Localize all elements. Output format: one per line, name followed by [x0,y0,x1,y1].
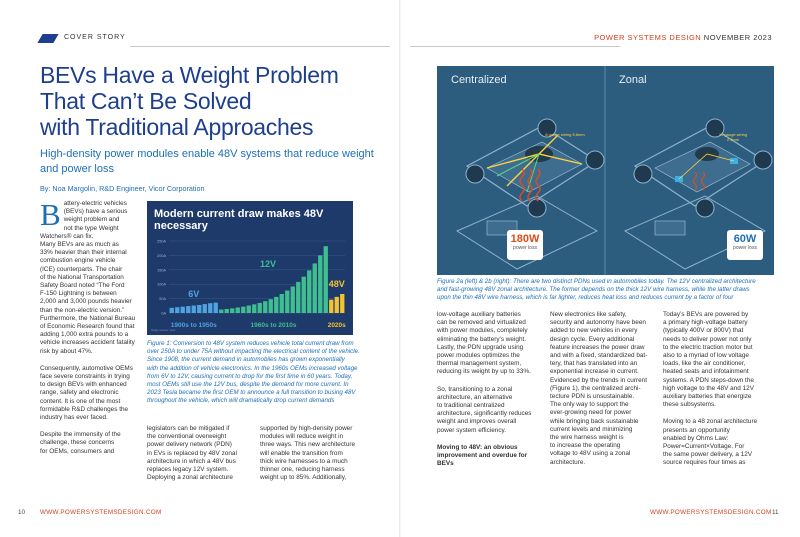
power-loss-label: power loss [513,245,537,251]
text-line: Evidenced by the trends in current [550,376,647,384]
text-line: thermal management system, [437,360,522,368]
title-line: BEVs Have a Weight Problem [40,62,339,88]
text-line: reducing its weight by up to 33%. [437,368,531,376]
y-tick-label: 50A [159,297,166,302]
header-rule-right [410,46,620,47]
running-head [594,33,772,42]
text-line: So, transitioning to a zonal [437,385,513,393]
magazine-name: POWER SYSTEMS DESIGN [594,33,702,42]
zonal-power-loss-badge [727,230,763,260]
text-line: of Economic Research found that [40,323,135,331]
centralized-power-loss-badge [507,230,543,260]
article-deck: High-density power modules enable 48V systems that reduce weight and power loss [40,148,374,175]
chart-bar [318,255,322,313]
chart-bar [296,282,300,313]
paragraph [437,386,542,435]
text-line: than the non-electric version.” [40,306,125,314]
text-line: thick wire harnesses to a much [260,457,348,465]
y-tick-label: 0A [161,311,166,316]
text-line: these subsystems. [663,401,716,409]
text-line: added to new vehicles in every [550,327,638,335]
text-line: source requires four times as [663,459,746,467]
power-loss-value: 60W [733,233,757,245]
text-line: architecture, an alternative [437,393,513,401]
body-column-2 [147,425,252,482]
caption-line: Figure 1: Conversion to 48V system reduces vehicle total current draw from [147,340,354,347]
voltage-annotation: 6V [188,289,200,299]
text-line: Many BEVs are as much as [40,241,119,249]
text-line: systems. A PDN steps-down the [663,376,754,384]
text-line: weight and improves overall [437,418,517,426]
text-line: will enable the transition from [260,449,343,457]
voltage-annotation: 48V [328,279,345,289]
body-column-6 [663,311,773,468]
paragraph [663,418,773,467]
text-line: weight problem and [63,216,120,224]
text-line: security and autonomy have been [550,319,646,327]
chart-bar [197,305,201,313]
text-line: 33% heavier than their internal [40,249,127,257]
text-line: to the electric traction motor but [663,343,753,351]
text-line: the same power delivery, a 12V [663,451,753,459]
chart-title: Modern current draw makes 48V necessary [154,208,324,232]
text-line: supported by high-density power [260,425,353,432]
text-line: weight up to 85%. Additionally, [260,474,347,482]
text-line: exponential increase in current. [550,368,639,376]
text-line: content. It is one of the most [40,397,121,405]
text-line: of the National Transportation [40,273,124,281]
chart-bar [181,307,185,313]
chart-bar [175,307,179,313]
chart-bar [307,270,311,313]
text-line: the conventional overweight [147,433,227,441]
period-label: 1960s to 2010s [250,322,297,329]
issue-date: NOVEMBER 2023 [703,33,772,42]
section-heading [437,444,542,469]
text-line: (typically 400V or 800V) that [663,327,744,335]
text-line: (BEVs) have a serious [63,208,128,216]
text-line: Despite the immensity of the [40,431,121,439]
chart-bar [274,297,278,313]
caption-line: most OEMs still use the 12V bus, despite the demand for more current. In [147,381,349,389]
chart-bar [335,297,339,313]
text-line: not the type Weight [63,224,119,232]
text-line: needs to deliver power not only [663,335,752,343]
text-line: voltage to 48V using a zonal [550,450,631,458]
paragraph [663,311,773,409]
voltage-annotation: 12V [259,259,277,269]
chart-bar [291,287,295,313]
text-line: range, safety and electronic [40,389,119,397]
caption-line: and fast-growing 48V zonal architecture. The former depends on the thick 12V wire harness, while the latter draws [437,286,750,294]
paragraph [437,311,542,377]
title-line: That Can’t Be Solved [40,88,252,114]
chart-bar [214,303,218,313]
chart-bar [302,277,306,313]
page-gutter [399,0,401,537]
current-draw-chart [147,201,353,335]
text-line: to design BEVs with enhanced [40,381,127,389]
zonal-wire-gauge: 10 gauge wiring 2.5mm [718,132,748,142]
text-line: BEVs [437,460,454,468]
text-line: The only way to support the [550,401,629,409]
text-line: architecture. [550,458,586,466]
caption-line: Since 1908, the current demand in automobiles has grown exponentially [147,356,345,364]
body-column-4 [437,311,542,468]
text-line: Watchers® can fix. [40,232,94,240]
section-tab-marker [37,34,58,43]
text-line: power system efficiency. [437,426,507,434]
centralized-label: Centralized [451,74,507,86]
caption-line: over 250A to under 75A without impacting the electrical content of the vehicle. [147,348,360,356]
centralized-wire-gauge: 8 gauge wiring 5.8mm [545,132,585,137]
y-tick-label: 100A [157,282,166,287]
text-line: low-voltage auxiliary batteries [437,311,521,318]
paragraph [40,365,140,422]
page-number-left: 10 [18,509,26,516]
text-line: for OEMs, consumers and [40,447,115,455]
website-link-left[interactable]: WWW.POWERSYSTEMSDESIGN.COM [40,509,162,516]
text-line: high voltage to the 48V and 12V [663,384,754,392]
byline: By: Noa Margolin, R&D Engineer, Vicor Corporation [40,184,205,193]
text-line: risk by about 47%. [40,347,93,355]
text-line: the wire harness weight is [550,434,624,442]
chart-bar [219,310,223,313]
text-line: ever-growing need for power [550,409,632,417]
text-line: while bringing back sustainable [550,417,639,425]
website-link-right[interactable]: WWW.POWERSYSTEMSDESIGN.COM [650,509,772,516]
figure2-caption [437,278,777,303]
caption-line: with the addition of vehicle electronics. In the 1960s OEMs increased voltage [147,364,358,372]
text-line: to increase the operating [550,442,621,450]
text-line: F-150 Lightning is between [40,290,117,298]
text-line: current levels and minimizing [550,425,633,433]
text-line: Consequently, automotive OEMs [40,364,133,372]
body-column-3 [260,425,370,482]
text-line: Safety Board noted “The Ford [40,282,125,290]
text-line: New electronics like safety, [550,311,627,318]
caption-line: 2023 Tesla became the first OEM to announce a full transition to busing 48V [147,389,356,397]
text-line: architecture in which a 48V bus [147,457,236,465]
chart-bar [225,309,229,313]
chart-bar [263,301,267,313]
chart-bar [170,308,174,313]
body-column-1 [40,197,140,456]
chart-bar [208,303,212,313]
chart-bar [230,308,234,313]
caption-line: Figure 2a (left) & 2b (right): There are two distinct PDNs used in automobiles today. The 12V centralized architecture [437,278,756,285]
y-tick-label: 200A [157,253,166,258]
text-line: to traditional centralized [437,402,505,410]
figure1-caption [147,340,365,406]
text-line: industry has ever faced. [40,414,108,422]
chart-bar [324,246,328,313]
period-label: 2020s [327,322,346,329]
text-line: architecture, significantly reduces [437,410,532,418]
text-line: (ICE) counterparts. The chair [40,265,123,273]
drop-cap: B [40,197,61,232]
chart-bar [252,304,256,313]
text-line: design cycle. Every additional [550,335,635,343]
text-line: enabled by Ohms Law: [663,434,729,442]
chart-bar [203,304,207,313]
caption-line: from 6V to 12V, causing current to drop for the first time in 60 years. Today, [147,372,353,380]
chart-bar [258,303,262,313]
chart-bar [285,291,289,313]
text-line: also to a myriad of low voltage [663,352,749,360]
paragraph [40,431,140,456]
text-line: Moving to a 48 zonal architecture [663,418,758,426]
architecture-illustration [437,66,774,275]
text-line: power modules optimizes the [437,352,520,360]
pdn-architecture-figure [437,66,774,275]
text-line: vehicle increases accident fatality [40,339,135,347]
text-line: adding 1,000 extra pounds to a [40,331,129,339]
text-line: (Figure 1), the centralized archi- [550,384,641,392]
text-line: presents an opportunity [663,426,730,434]
power-loss-value: 180W [510,233,540,245]
zonal-label: Zonal [619,74,647,86]
chart-bar [247,306,251,313]
text-line: with power modules, completely [437,327,528,335]
chart-bar [186,306,190,313]
text-line: Power=Current×Voltage. For [663,443,745,451]
text-line: feature increases the power draw [550,343,645,351]
title-line: with Traditional Approaches [40,114,314,140]
text-line: challenge, these concerns [40,439,115,447]
text-line: combustion engine vehicle [40,257,116,265]
text-line: auxiliary batteries that energize [663,393,752,401]
chart-bar [269,299,273,313]
caption-line: upon the thin 48V wire harness, which is far lighter, reduces heat loss and reduces current by a factor of four [437,294,734,302]
chart-bar [192,306,196,313]
chart-bar [241,307,245,313]
page-number-right: 11 [772,509,779,516]
header-rule-left [130,46,390,47]
section-label: COVER STORY [64,34,126,41]
chart-footnote: Image source: vicor [151,328,176,332]
text-line: three ways. This new architecture [260,441,356,449]
text-line: power delivery network (PDN) [147,441,232,449]
y-tick-label: 250A [157,239,166,244]
text-line: loads, like the air conditioner, [663,360,746,368]
text-line: 2,000 and 3,000 pounds heavier [40,298,132,306]
text-line: replaces legacy 12V system. [147,466,229,474]
period-label: 1900s to 1950s [170,322,217,329]
text-line: Moving to 48V: an obvious [437,443,518,451]
chart-svg [147,201,353,335]
power-loss-label: power loss [733,245,757,251]
text-line: in EVs is replaced by 48V zonal [147,449,237,457]
chart-bar [329,300,333,313]
text-line: Today’s BEVs are powered by [663,311,749,318]
text-line: heated seats and infotainment [663,368,749,376]
text-line: face severe constraints in trying [40,373,130,381]
chart-bar [340,294,344,313]
text-line: improvement and overdue for [437,452,528,460]
y-tick-label: 150A [157,268,166,273]
text-line: Deploying a zonal architecture [147,474,233,482]
caption-line: throughout the vehicle, which will dramatically drop current demands [147,397,335,405]
text-line: and with a fixed, standardized bat- [550,352,648,360]
text-line: tery, that has translated into an [550,360,638,368]
text-line: a primary high-voltage battery [663,319,748,327]
chart-bar [236,308,240,313]
text-line: formidable R&D challenges the [40,405,129,413]
chart-bar [313,263,317,313]
text-line: eliminating the battery’s weight. [437,335,527,343]
article-title [40,62,360,140]
text-line: can be removed and virtualized [437,319,526,327]
text-line: Furthermore, the National Bureau [40,314,136,322]
text-line: Lastly, the PDN upgrade using [437,343,524,351]
text-line: legislators can be mitigated if [147,425,230,432]
body-column-5 [550,311,656,467]
text-line: attery-electric vehicles [63,200,127,207]
text-line: modules will reduce weight in [260,433,344,441]
chart-bar [280,294,284,313]
text-line: thinner one, reducing harness [260,466,345,474]
text-line: tecture PDN is unsustainable. [550,393,635,401]
